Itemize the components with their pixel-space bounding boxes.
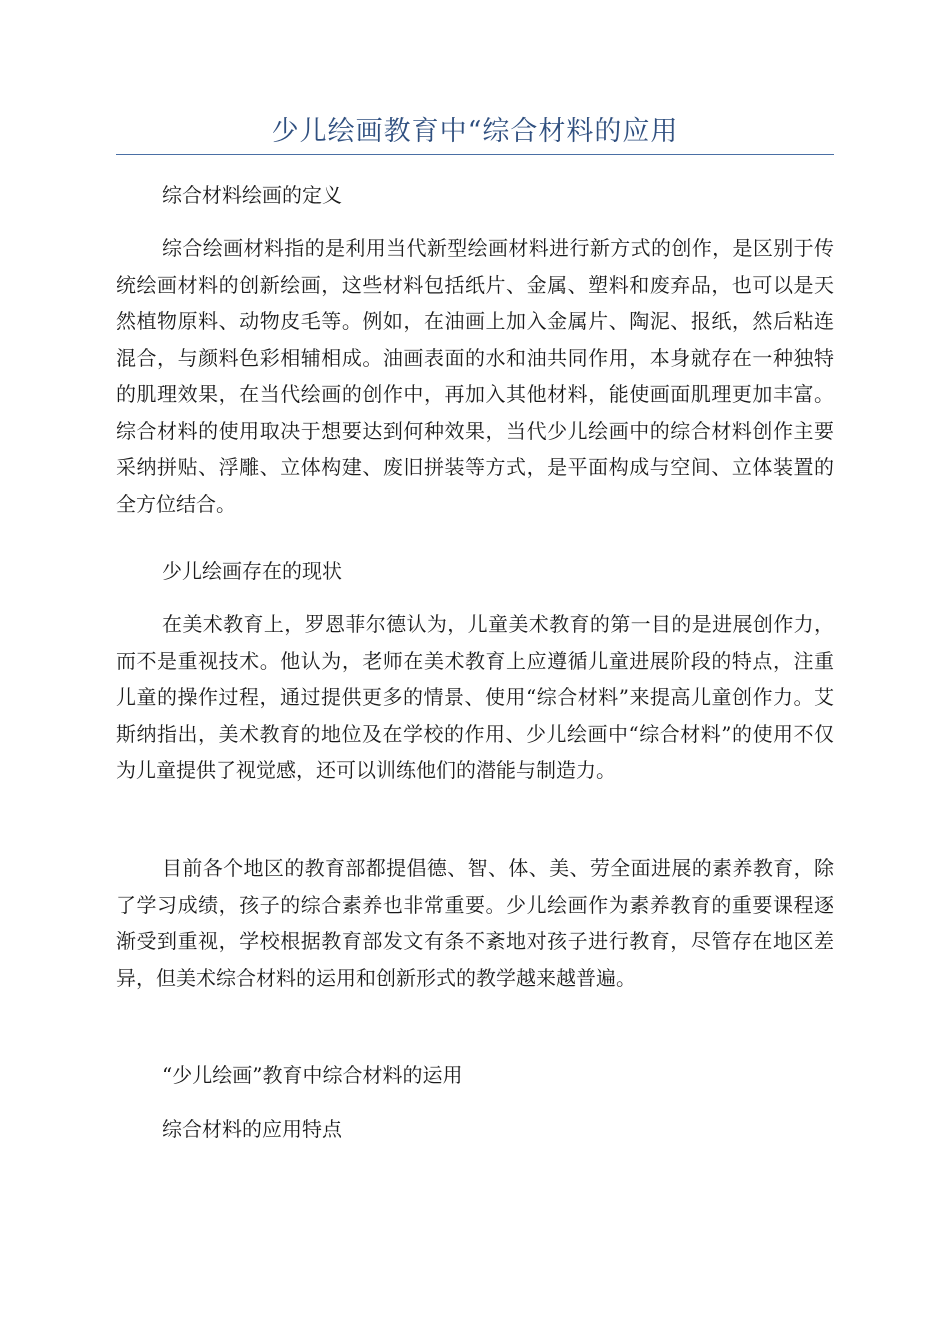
section-heading-definition: 综合材料绘画的定义 [162,183,342,207]
section-heading-status: 少儿绘画存在的现状 [162,559,342,583]
document-title: 少儿绘画教育中“综合材料的应用 [271,116,679,147]
section-heading-features: 综合材料的应用特点 [162,1117,342,1141]
paragraph-status-1: 在美术教育上，罗恩菲尔德认为，儿童美术教育的第一目的是进展创作力，而不是重视技术。他认为，老师在美术教育上应遵循儿童进展阶段的特点，注重儿童的操作过程，通过提供更多的情景、使用“综合材料”来提高儿童创作力。艾斯纳指出，美术教育的地位及在学校的作用、少儿绘画中“综合材料”的使用不仅为儿童提供了视觉感，还可以训练他们的潜能与制造力。 [116,612,834,782]
title-underline [116,154,834,155]
paragraph-definition: 综合绘画材料指的是利用当代新型绘画材料进行新方式的创作，是区别于传统绘画材料的创新绘画，这些材料包括纸片、金属、塑料和废弃品，也可以是天然植物原料、动物皮毛等。例如，在油画上加入金属片、陶泥、报纸，然后粘连混合，与颜料色彩相辅相成。油画表面的水和油共同作用，本身就存在一种独特的肌理效果，在当代绘画的创作中，再加入其他材料，能使画面肌理更加丰富。综合材料的使用取决于想要达到何种效果，当代少儿绘画中的综合材料创作主要采纳拼贴、浮雕、立体构建、废旧拼装等方式，是平面构成与空间、立体装置的全方位结合。 [116,236,834,516]
section-heading-application: “少儿绘画”教育中综合材料的运用 [162,1063,463,1087]
paragraph-status-2: 目前各个地区的教育部都提倡德、智、体、美、劳全面进展的素养教育，除了学习成绩，孩子的综合素养也非常重要。少儿绘画作为素养教育的重要课程逐渐受到重视，学校根据教育部发文有条不紊地对孩子进行教育，尽管存在地区差异，但美术综合材料的运用和创新形式的教学越来越普遍。 [116,856,834,990]
